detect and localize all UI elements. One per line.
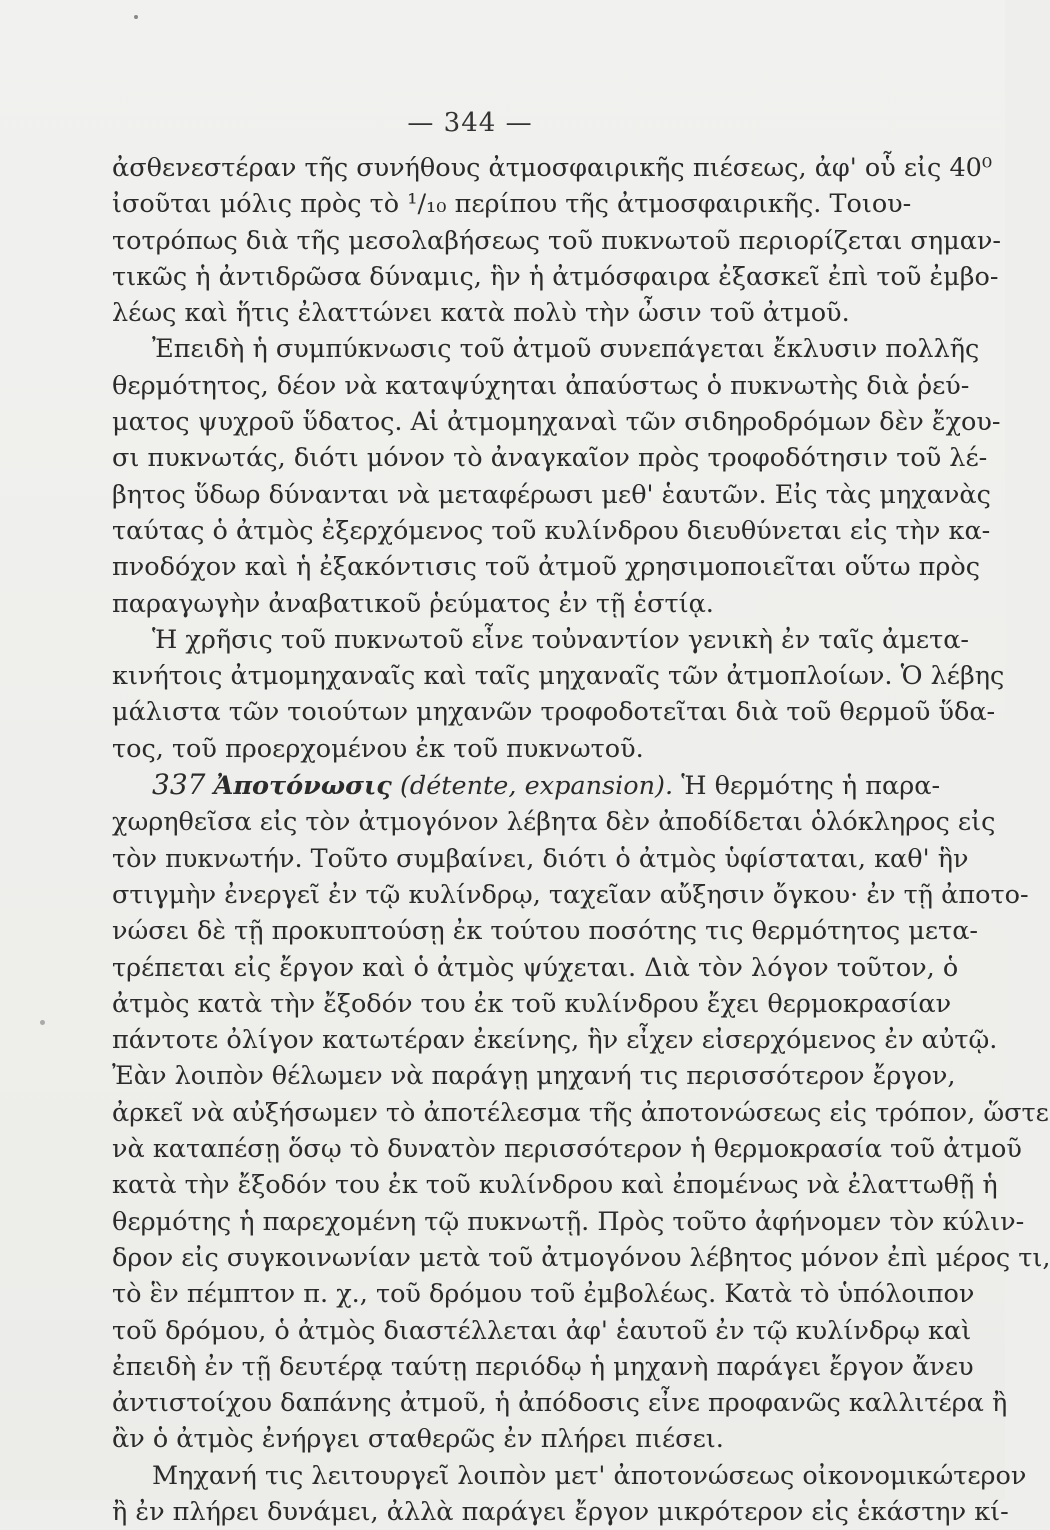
text-line: ἀτμὸς κατὰ τὴν ἔξοδόν του ἐκ τοῦ κυλίνδρου ἔχει θερμοκρασίαν — [112, 988, 952, 1019]
text-line: παραγωγὴν ἀναβατικοῦ ῥεύματος ἐν τῇ ἑστίᾳ. — [112, 588, 714, 619]
text-line: Ἐπειδὴ ἡ συμπύκνωσις τοῦ ἀτμοῦ συνεπάγεται ἔκλυσιν πολλῆς — [152, 334, 980, 365]
text-line: ἀντιστοίχου δαπάνης ἀτμοῦ, ἡ ἀπόδοσις εἶνε προφανῶς καλλιτέρα ἢ — [112, 1388, 1008, 1419]
text-line: τος, τοῦ προερχομένου ἐκ τοῦ πυκνωτοῦ. — [112, 733, 644, 764]
text-line: τικῶς ἡ ἀντιδρῶσα δύναμις, ἣν ἡ ἀτμόσφαιρα ἐξασκεῖ ἐπὶ τοῦ ἐμβο- — [112, 261, 999, 292]
text-line: ἐπειδὴ ἐν τῇ δευτέρᾳ ταύτῃ περιόδῳ ἡ μηχανὴ παράγει ἔργον ἄνευ — [112, 1351, 974, 1382]
text-line: Ἡ χρῆσις τοῦ πυκνωτοῦ εἶνε τοὐναντίον γενικὴ ἐν ταῖς ἀμετα- — [152, 624, 970, 655]
text-line: Ἐὰν λοιπὸν θέλωμεν νὰ παράγῃ μηχανή τις περισσότερον ἔργον, — [112, 1061, 956, 1092]
text-line: δρον εἰς συγκοινωνίαν μετὰ τοῦ ἀτμογόνου λέβητος μόνον ἐπὶ μέρος τι, — [112, 1242, 1050, 1273]
text-line: ἂν ὁ ἀτμὸς ἐνήργει σταθερῶς ἐν πλήρει πιέσει. — [112, 1424, 724, 1455]
text-line: πάντοτε ὀλίγον κατωτέραν ἐκείνης, ἣν εἶχεν εἰσερχόμενος ἐν αὐτῷ. — [112, 1025, 998, 1056]
ink-speck — [134, 15, 138, 19]
text-line: ἢ ἐν πλήρει δυνάμει, ἀλλὰ παράγει ἔργον μικρότερον εἰς ἑκάστην κί- — [112, 1496, 1009, 1527]
section-title: Ἀποτόνωσις — [213, 771, 392, 802]
text-line: τὸν πυκνωτήν. Τοῦτο συμβαίνει, διότι ὁ ἀτμὸς ὑφίσταται, καθ' ἣν — [112, 843, 969, 874]
text-line: τοῦ δρόμου, ὁ ἀτμὸς διαστέλλεται ἀφ' ἑαυτοῦ ἐν τῷ κυλίνδρῳ καὶ — [112, 1315, 972, 1346]
text-line: νὰ καταπέσῃ ὅσῳ τὸ δυνατὸν περισσότερον ἡ θερμοκρασία τοῦ ἀτμοῦ — [112, 1134, 1022, 1165]
text-line: βητος ὕδωρ δύνανται νὰ μεταφέρωσι μεθ' ἑαυτῶν. Εἰς τὰς μηχανὰς — [112, 479, 991, 510]
page-number: — 344 — — [407, 108, 533, 138]
text-line: κατὰ τὴν ἔξοδόν του ἐκ τοῦ κυλίνδρου καὶ ἐπομένως νὰ ἐλαττωθῇ ἡ — [112, 1170, 998, 1201]
text-line: κινήτοις ἀτμομηχαναῖς καὶ ταῖς μηχαναῖς τῶν ἀτμοπλοίων. Ὁ λέβης — [112, 661, 1005, 692]
text-line: ἀσθενεστέραν τῆς συνήθους ἀτμοσφαιρικῆς πιέσεως, ἀφ' οὗ εἰς 40⁰ — [112, 153, 993, 183]
text-line: μάλιστα τῶν τοιούτων μηχανῶν τροφοδοτεῖται διὰ τοῦ θερμοῦ ὕδα- — [112, 697, 996, 728]
text-line: ματος ψυχροῦ ὕδατος. Αἱ ἀτμομηχαναὶ τῶν σιδηροδρόμων δὲν ἔχου- — [112, 407, 1001, 438]
text-line: ταύτας ὁ ἀτμὸς ἐξερχόμενος τοῦ κυλίνδρου διευθύνεται εἰς τὴν κα- — [112, 515, 991, 546]
text-line: χωρηθεῖσα εἰς τὸν ἀτμογόνον λέβητα δὲν ἀποδίδεται ὁλόκληρος εἰς — [112, 807, 996, 838]
section-number: 337 — [152, 768, 206, 802]
section-latin-term: (détente, expansion). — [399, 771, 674, 802]
text-line: τὸ ἓν πέμπτον π. χ., τοῦ δρόμου τοῦ ἐμβολέως. Κατὰ τὸ ὑπόλοιπον — [112, 1279, 975, 1310]
text-line: ἰσοῦται μόλις πρὸς τὸ ¹/₁₀ περίπου τῆς ἀτμοσφαιρικῆς. Τοιου- — [112, 189, 912, 220]
text-line: θερμότητος, δέον νὰ καταψύχηται ἀπαύστως ὁ πυκνωτὴς διὰ ῥεύ- — [112, 370, 970, 401]
body-text — [112, 150, 1050, 1530]
text-line: πνοδόχον καὶ ἡ ἐξακόντισις τοῦ ἀτμοῦ χρησιμοποιεῖται οὕτω πρὸς — [112, 552, 980, 583]
text-line: νώσει δὲ τῇ προκυπτούσῃ ἐκ τούτου ποσότης τις θερμότητος μετα- — [112, 916, 979, 947]
text-line: θερμότης ἡ παρεχομένη τῷ πυκνωτῇ. Πρὸς τοῦτο ἀφήνομεν τὸν κύλιν- — [112, 1206, 1025, 1237]
section-heading-line — [112, 767, 941, 804]
text-line: Μηχανή τις λειτουργεῖ λοιπὸν μετ' ἀποτονώσεως οἰκονομικώτερον — [152, 1460, 1027, 1491]
section-lead-text: Ἡ θερμότης ἡ παρα- — [681, 771, 941, 802]
text-line: τρέπεται εἰς ἔργον καὶ ὁ ἀτμὸς ψύχεται. Διὰ τὸν λόγον τοῦτον, ὁ — [112, 952, 959, 983]
text-line: σι πυκνωτάς, διότι μόνον τὸ ἀναγκαῖον πρὸς τροφοδότησιν τοῦ λέ- — [112, 443, 988, 474]
text-line: ἀρκεῖ νὰ αὐξήσωμεν τὸ ἀποτέλεσμα τῆς ἀποτονώσεως εἰς τρόπον, ὥστε — [112, 1097, 1049, 1128]
text-line: τοτρόπως διὰ τῆς μεσολαβήσεως τοῦ πυκνωτοῦ περιορίζεται σημαν- — [112, 225, 1002, 256]
text-line: στιγμὴν ἐνεργεῖ ἐν τῷ κυλίνδρῳ, ταχεῖαν αὔξησιν ὄγκου· ἐν τῇ ἀποτο- — [112, 879, 1029, 910]
text-line: λέως καὶ ἥτις ἐλαττώνει κατὰ πολὺ τὴν ὦσιν τοῦ ἀτμοῦ. — [112, 298, 850, 329]
ink-speck — [40, 1020, 45, 1025]
